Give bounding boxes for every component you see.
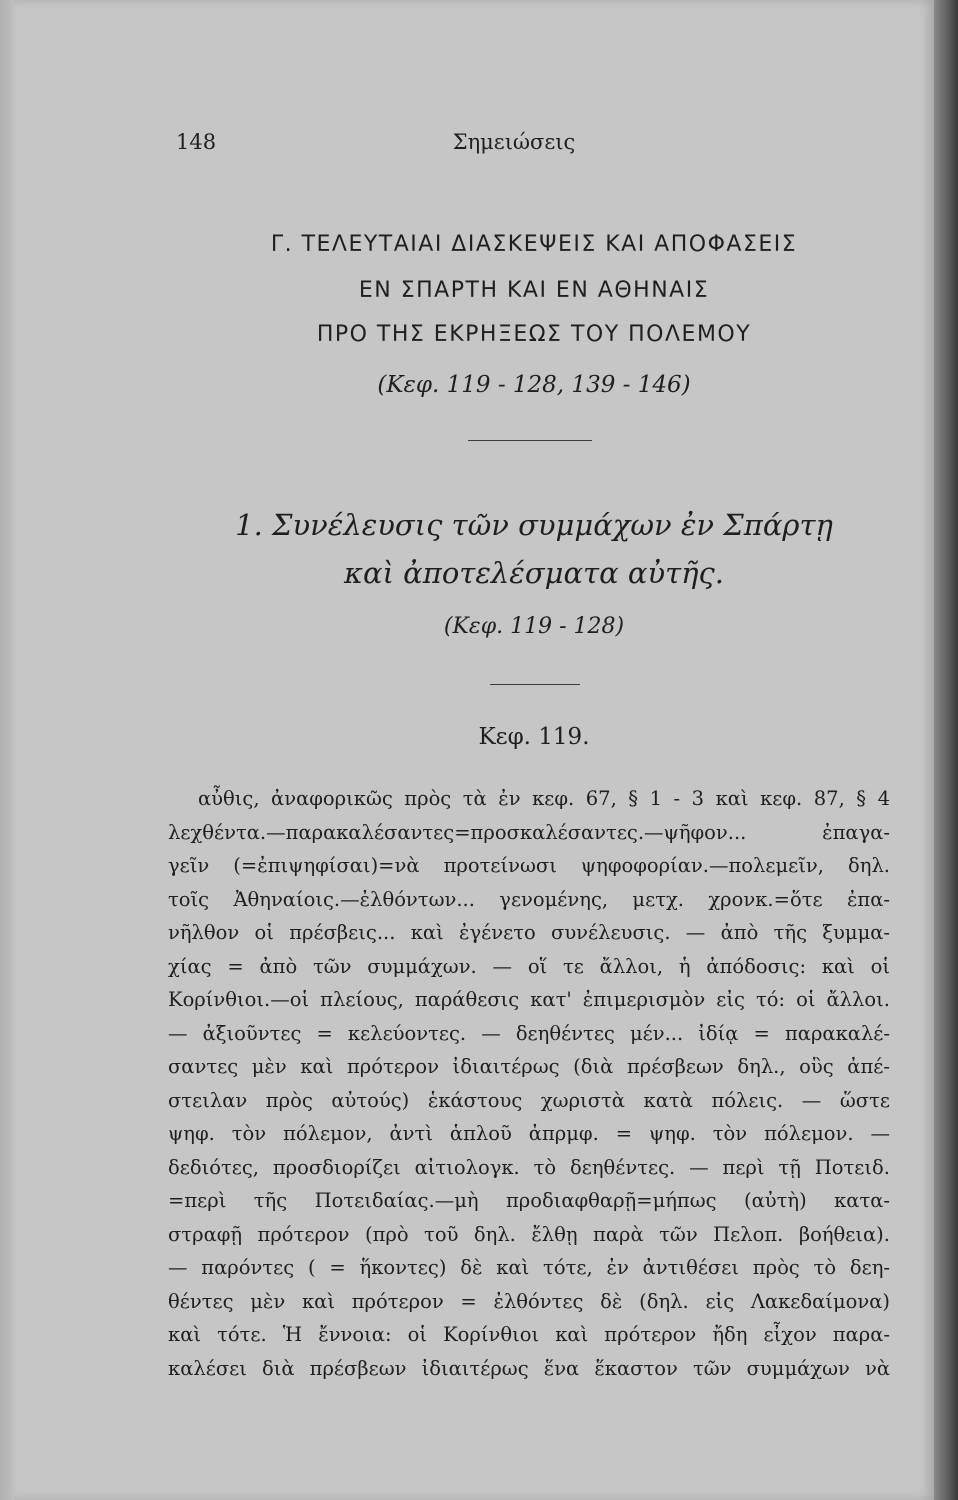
body-line: ψηφ. τὸν πόλεμον, ἀντὶ ἁπλοῦ ἀπρμφ. = ψηφ. τὸν πόλεμον. — [168, 1122, 890, 1145]
body-line: αὖθις, ἀναφορικῶς πρὸς τὰ ἐν κεφ. 67, § 1 - 3 καὶ κεφ. 87, § 4 [198, 787, 890, 810]
body-line: καὶ τότε. Ἡ ἔννοια: οἱ Κορίνθιοι καὶ πρότερον ἤδη εἶχον παρα- [168, 1323, 890, 1346]
running-head: Σημειώσεις [452, 130, 576, 154]
body-line: στειλαν πρὸς αὐτούς) ἑκάστους χωριστὰ κατὰ πόλεις. — ὥστε [168, 1088, 890, 1112]
chapter-heading: Κεφ. 119. [478, 724, 590, 750]
body-line: — ἀξιοῦντες = κελεύοντες. — δεηθέντες μέν... ἰδίᾳ = παρακαλέ- [168, 1021, 890, 1045]
subsection-title-line-2: καὶ ἀποτελέσματα αὐτῆς. [343, 556, 724, 590]
chapter-body-text [168, 782, 890, 1385]
subsection-divider [490, 684, 580, 685]
body-line: — παρόντες ( = ἥκοντες) δὲ καὶ τότε, ἐν ἀντιθέσει πρὸς τὸ δεη- [168, 1256, 890, 1279]
body-line: καλέσει διὰ πρέσβεων ἰδιαιτέρως ἕνα ἕκαστον τῶν συμμάχων νὰ [168, 1356, 890, 1380]
section-title-line-1: Γ. ΤΕΛΕΥΤΑΙΑΙ ΔΙΑΣΚΕΨΕΙΣ ΚΑΙ ΑΠΟΦΑΣΕΙΣ [270, 232, 798, 257]
page-number: 148 [176, 130, 217, 154]
body-line: σαντες μὲν καὶ πρότερον ἰδιαιτέρως (διὰ πρέσβεων δηλ., οὓς ἀπέ- [168, 1055, 890, 1078]
page-right-edge [934, 0, 958, 1500]
body-line: θέντες μὲν καὶ πρότερον = ἐλθόντες δὲ (δηλ. εἰς Λακεδαίμονα) [168, 1289, 890, 1313]
body-line: δεδιότες, προσδιορίζει αἰτιολογκ. τὸ δεηθέντες. — περὶ τῇ Ποτειδ. [168, 1155, 890, 1179]
body-line: χίας = ἀπὸ τῶν συμμάχων. — οἵ τε ἄλλοι, ἡ ἀπόδοσις: καὶ οἱ [168, 954, 890, 978]
page-left-edge [0, 0, 14, 1500]
body-line: νῆλθον οἱ πρέσβεις... καὶ ἐγένετο συνέλευσις. — ἀπὸ τῆς ξυμμα- [168, 921, 890, 944]
subsection-chapters-range: (Κεφ. 119 - 128) [443, 614, 625, 639]
section-title-line-2: ΕΝ ΣΠΑΡΤΗ ΚΑΙ ΕΝ ΑΘΗΝΑΙΣ [358, 278, 710, 303]
section-chapters-range: (Κεφ. 119 - 128, 139 - 146) [377, 372, 691, 398]
body-line: λεχθέντα.—παρακαλέσαντες=προσκαλέσαντες.—ψῆφον... ἐπαγα- [168, 820, 890, 844]
body-line: τοῖς Ἀθηναίοις.—ἐλθόντων... γενομένης, μετχ. χρονκ.=ὅτε ἐπα- [168, 887, 890, 911]
section-title-line-3: ΠΡΟ ΤΗΣ ΕΚΡΗΞΕΩΣ ΤΟΥ ΠΟΛΕΜΟΥ [316, 322, 752, 347]
body-line: στραφῇ πρότερον (πρὸ τοῦ δηλ. ἔλθῃ παρὰ τῶν Πελοπ. βοήθεια). [168, 1222, 890, 1246]
body-line: Κορίνθιοι.—οἱ πλείους, παράθεσις κατ' ἐπιμερισμὸν εἰς τό: οἱ ἄλλοι. [168, 988, 890, 1011]
body-line: γεῖν (=ἐπιψηφίσαι)=νὰ προτείνωσι ψηφοφορίαν.—πολεμεῖν, δηλ. [168, 854, 890, 877]
subsection-title-line-1: 1. Συνέλευσις τῶν συμμάχων ἐν Σπάρτῃ [235, 508, 833, 542]
body-line: =περὶ τῆς Ποτειδαίας.—μὴ προδιαφθαρῇ=μήπως (αὐτὴ) κατα- [168, 1189, 890, 1212]
section-divider [468, 440, 592, 441]
